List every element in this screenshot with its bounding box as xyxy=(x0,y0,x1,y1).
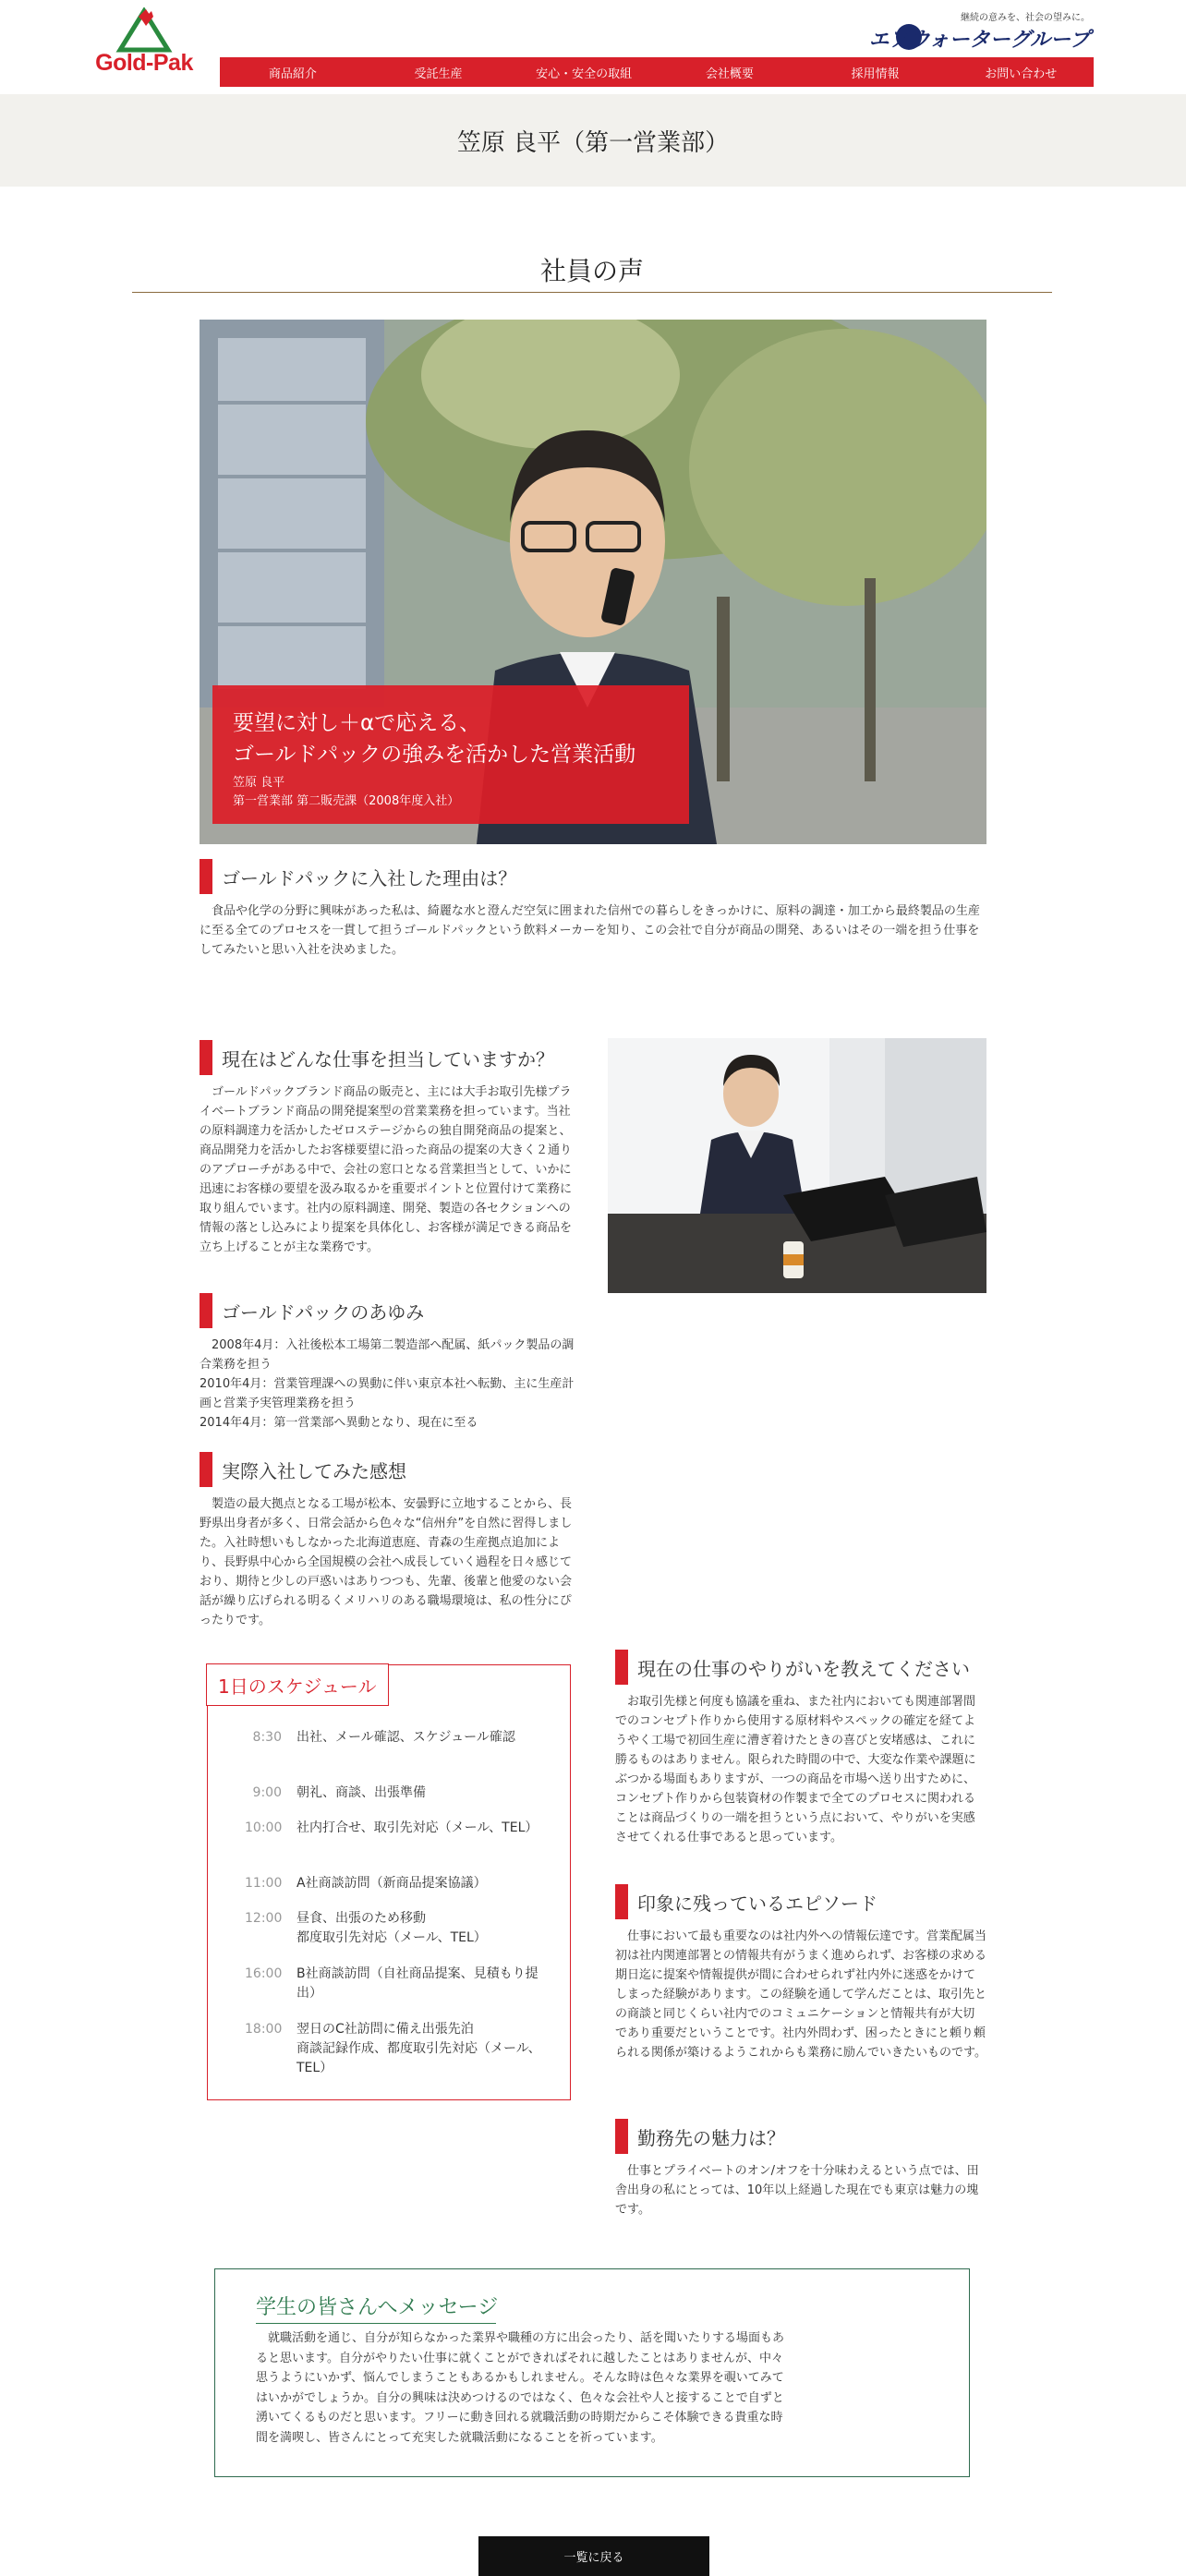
message-title: 学生の皆さんへメッセージ xyxy=(256,2296,499,2319)
gold-pak-logo[interactable] xyxy=(92,7,196,81)
heading-bar xyxy=(200,859,212,894)
q2-body: ゴールドパックブランド商品の販売と、主には大手お取引先様プライベートブランド商品の開発提案型の営業業務を担っています。当社の原料調達力を活かしたゼロステージからの独自開発商品の提案と、商品開発力を活かしたお客様要望に沿った商品の提案の大きく２通りのアプローチがある中で、会社の窓口となる営業担当として、いかに迅速にお客様の要望を汲み取るかを重要ポイントと位置付けて業務に取り組んでいます。社内の原料調達、開発、製造の各セクションへの情報の落とし込みにより提案を具体化し、お客様が満足できる商品を立ち上げることが主な業務です。 xyxy=(200,1085,573,1254)
schedule-text: 出社、メール確認、スケジュール確認 xyxy=(296,1730,515,1745)
schedule-row xyxy=(245,2020,550,2078)
hero-employee-name: 笠原 良平 xyxy=(233,776,285,790)
schedule-text: 朝礼、商談、出張準備 xyxy=(296,1785,426,1800)
schedule-title: 1日のスケジュール xyxy=(206,1663,389,1706)
heading-bar xyxy=(200,1040,212,1075)
q4-heading-text: 実際入社してみた感想 xyxy=(222,1459,406,1482)
schedule-time: 11:00 xyxy=(245,1876,283,1891)
schedule-row xyxy=(245,1819,550,1838)
heading-bar xyxy=(200,1452,212,1487)
schedule-row xyxy=(245,1874,550,1893)
logo-text: Gold-Pak xyxy=(95,50,193,76)
hero-photo xyxy=(200,320,986,844)
q2-heading-text: 現在はどんな仕事を担当していますか？ xyxy=(222,1047,554,1070)
schedule-row xyxy=(245,1909,550,1948)
schedule-text: 翌日のC社訪問に備え出張先泊 商談記録作成、都度取引先対応（メール、TEL） xyxy=(296,2022,541,2075)
student-message-box xyxy=(214,2268,970,2477)
q3-history-2: 2010年4月：営業管理課への異動に伴い東京本社へ転勤、主に生産計画と営業予実管理業務を担う xyxy=(200,1377,575,1410)
office-photo-illustration xyxy=(608,1038,986,1293)
q1-heading xyxy=(200,859,516,894)
hero-catch-line-2: ゴールドパックの強みを活かした営業活動 xyxy=(233,743,636,767)
q5-heading xyxy=(615,1650,970,1685)
schedule-text: B社商談訪問（自社商品提案、見積もり提出） xyxy=(296,1966,539,2001)
nav-contact[interactable]: お問い合わせ xyxy=(948,57,1094,87)
daily-schedule xyxy=(207,1664,571,2100)
schedule-time: 12:00 xyxy=(245,1911,283,1926)
schedule-text: 昼食、出張のため移動 都度取引先対応（メール、TEL） xyxy=(296,1911,487,1945)
heading-bar xyxy=(615,1884,628,1919)
q6-body: 仕事において最も重要なのは社内外への情報伝達です。営業配属当初は社内関連部署との情報共有がうまく進められず、お客様の求める期日迄に提案や情報提供が間に合わせられず社内外に迷惑をかけてしまった経験があります。この経験を通して学んだことは、取引先との商談と同じくらい社内でのコミュニケーションと情報共有が大切であり重要だということです。社内外問わず、困ったときにと頼り頼られる関係が築けるようこれからも業務に励んでいきたいものです。 xyxy=(615,1929,986,2060)
gold-pak-mark-icon xyxy=(92,7,196,54)
q4-heading xyxy=(200,1452,406,1487)
q7-body: 仕事とプライベートのオン/オフを十分味わえるという点では、田舎出身の私にとっては、10年以上経過した現在でも東京は魅力の塊です。 xyxy=(615,2164,979,2217)
page-title: 笠原 良平（第一営業部） xyxy=(456,128,730,157)
q3-history-3: 2014年4月：第一営業部へ異動となり、現在に至る xyxy=(200,1416,478,1430)
nav-products[interactable]: 商品紹介 xyxy=(220,57,366,87)
message-divider xyxy=(256,2323,496,2324)
q6-heading xyxy=(615,1884,877,1919)
site-header xyxy=(0,0,1186,94)
back-to-list-button[interactable]: 一覧に戻る xyxy=(478,2536,709,2576)
q5-body: お取引先様と何度も協議を重ね、また社内においても関連部署間でのコンセプト作りから使用する原材料やスペックの確定を経てようやく工場で初回生産に漕ぎ着けたときの喜びと安堵感は、これに勝るものはありません。限られた時間の中で、大変な作業や課題にぶつかる場面もありますが、一つの商品を市場へ送り出すために、コンセプト作りから包装資材の作製まで全てのプロセスに関われることは商品づくりの一端を担うという点において、やりがいを実感させてくれる仕事であると思っています。 xyxy=(615,1695,976,1844)
nav-recruit[interactable]: 採用情報 xyxy=(803,57,949,87)
global-nav xyxy=(220,57,1094,87)
air-water-group-logo[interactable] xyxy=(868,9,1090,51)
group-name: エアウォーターグループ xyxy=(868,28,1090,51)
hero-catch-line-1: 要望に対し＋αで応える、 xyxy=(233,711,481,735)
q3-history-1: 2008年4月：入社後松本工場第二製造部へ配属、紙パック製品の調合業務を担う xyxy=(200,1338,575,1372)
page-title-band xyxy=(0,94,1186,187)
schedule-time: 18:00 xyxy=(245,2022,283,2037)
schedule-time: 16:00 xyxy=(245,1966,283,1981)
hero-caption xyxy=(212,685,689,824)
q7-heading-text: 勤務先の魅力は？ xyxy=(637,2126,785,2149)
q2-heading xyxy=(200,1040,554,1075)
nav-contract-manufacturing[interactable]: 受託生産 xyxy=(366,57,512,87)
schedule-time: 10:00 xyxy=(245,1820,283,1835)
q6-heading-text: 印象に残っているエピソード xyxy=(637,1892,877,1915)
section-divider xyxy=(132,292,1052,293)
section-title: 社員の声 xyxy=(539,256,644,286)
heading-bar xyxy=(615,1650,628,1685)
schedule-row xyxy=(245,1728,550,1748)
q3-heading xyxy=(200,1293,424,1328)
q1-body: 食品や化学の分野に興味があった私は、綺麗な水と澄んだ空気に囲まれた信州での暮らしをきっかけに、原料の調達・加工から最終製品の生産に至る全てのプロセスを一貫して担うゴールドパックという飲料メーカーを知り、この会社で自分が商品の開発、あるいはその一端を担う仕事をしてみたいと思い入社を決めました。 xyxy=(200,904,980,957)
q7-heading xyxy=(615,2119,785,2154)
q4-body: 製造の最大拠点となる工場が松本、安曇野に立地することから、長野県出身者が多く、日常会話から色々な“信州弁”を自然に習得しました。入社時想いもしなかった北海道恵庭、青森の生産拠点追加により、長野県中心から全国規模の会社へ成長していく過程を日々感じており、期待と少しの戸惑いはありつつも、先輩、後輩と他愛のない会話が繰り広げられる明るくメリハリのある職場環境は、私の性分にぴったりです。 xyxy=(200,1497,573,1627)
schedule-time: 9:00 xyxy=(252,1785,282,1800)
q1-heading-text: ゴールドパックに入社した理由は？ xyxy=(222,866,517,889)
schedule-text: 社内打合せ、取引先対応（メール、TEL） xyxy=(296,1820,539,1835)
message-body: 就職活動を通じ、自分が知らなかった業界や職種の方に出会ったり、話を聞いたりする場面もあると思います。自分がやりたい仕事に就くことができればそれに越したことはありませんが、中々思うようにいかず、悩んでしまうこともあるかもしれません。そんな時は色々な業界を覗いてみてはいかがでしょうか。自分の興味は決めつけるのではなく、色々な会社や人と接することで自ずと湧いてくるものだと思います。フリーに動き回れる就職活動の時期だからこそ体験できる貴重な時間を満喫し、皆さんにとって充実した就職活動になることを祈っています。 xyxy=(256,2331,785,2445)
schedule-row xyxy=(245,1965,550,2003)
hero-employee-dept: 第一営業部 第二販売課（2008年度入社） xyxy=(233,794,460,808)
schedule-text: A社商談訪問（新商品提案協議） xyxy=(296,1876,487,1891)
heading-bar xyxy=(615,2119,628,2154)
schedule-row xyxy=(245,1784,550,1803)
schedule-time: 8:30 xyxy=(252,1730,282,1745)
nav-company[interactable]: 会社概要 xyxy=(657,57,803,87)
office-photo xyxy=(608,1038,986,1293)
q5-heading-text: 現在の仕事のやりがいを教えてください xyxy=(637,1657,970,1680)
group-tagline: 継続の意みを、社会の望みに。 xyxy=(961,13,1090,23)
nav-safety[interactable]: 安心・安全の取組 xyxy=(511,57,657,87)
q3-heading-text: ゴールドパックのあゆみ xyxy=(222,1300,425,1324)
heading-bar xyxy=(200,1293,212,1328)
